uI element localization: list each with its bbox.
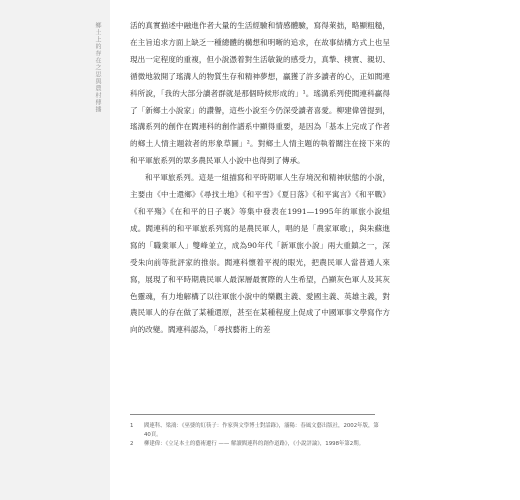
footnote-text: 閻連科、梁鴻：《巫婆的紅筷子：作家與文學博士對話錄》，瀋陽：春風文藝出版社，2002年版，第40頁。: [144, 423, 379, 439]
footnote-text: 柳建偉：《立足本土的藝術遷行 —— 解讀閻連科的創作道路》，《小說評論》，1998年第2期。: [144, 441, 365, 448]
left-margin-panel: [0, 0, 110, 500]
footnote-number: 1: [130, 423, 134, 429]
running-title: 鄉土上的存在之思與農村傳播: [94, 22, 101, 113]
footnotes: [130, 422, 380, 450]
footnote-divider: [130, 414, 375, 415]
paragraph-2: 和平軍旅系列。這是一組描寫和平時期軍人生存境況和精神狀態的小說，主要由《中士還鄉》《尋找土地》《和平雪》《夏日落》《和平寓言》《和平戰》《和平殤》《在和平的日子裏》等集中發表在1991—1995年的軍旅小說組成。閻連科的和平軍旅系列寫的是農民軍人，唱的是「農家軍歌」，與朱蘇進寫的「職業軍人」雙峰並立，成為90年代「新軍旅小說」兩大重鎮之一，深受朱向前等批評家的推崇。閻連科懷着平視的眼光，把農民軍人當普通人來寫，展現了和平時期農民軍人最深層最實際的人生希望，凸顯灰色軍人及其灰色靈魂，有力地解構了以往軍旅小說中的樂觀主義、愛國主義、英雄主義，對農民軍人的存在做了某種還原，甚至在某種程度上促成了中國軍事文學寫作方向的改變。閻連科認為，「尋找藝術上的差: [130, 173, 390, 335]
paragraph-1: 活的真實描述中融進作者大量的生活經驗和情感體驗，寫得萊拙，略顯粗糙，在主旨追求方面上缺乏一種總體的構想和明晰的追求，在故事結構方式上也呈現出一定程度的重複，但小說憑着對生活敏銳的感受力，真摯、樸實、親切、循微地敘開了瑤溝人的物質生存和精神夢想，贏獲了許多讀者的心，正如閻連科所說，「我的大部分讀者群就是那個時候形成的」¹。瑤溝系列使閻連科贏得了「新鄉土小說家」的讚譽，這些小說至今仍深受讀者喜愛。柳建偉曾提到，瑤溝系列的創作在閻連科的創作譜系中顯得重要，是因為「基本上完成了作者的鄉土人情主題敘者的形象草圖」²。對鄉土人情主題的執着關注在接下來的和平軍旅系列的眾多農民軍人小說中也得到了傳承。: [130, 21, 390, 166]
footnote-2: [130, 440, 380, 449]
footnote-number: 2: [130, 441, 134, 448]
footnote-1: [130, 422, 380, 440]
body-text: [130, 18, 390, 339]
